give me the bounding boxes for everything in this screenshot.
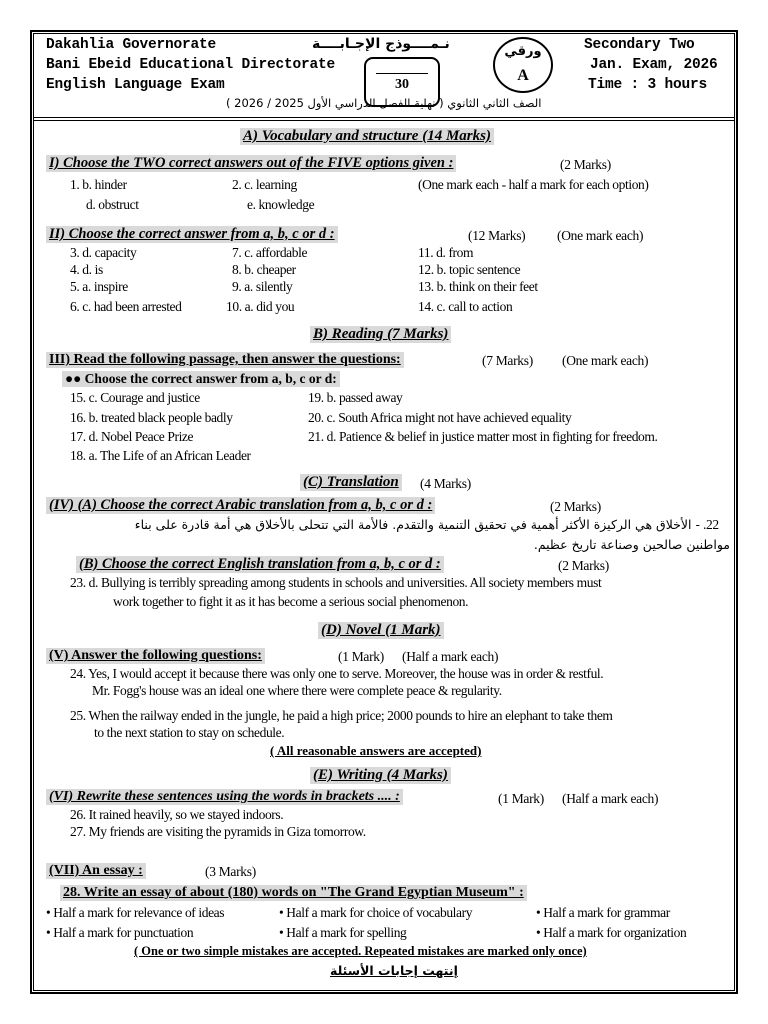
q3-col2-1: 19. b. passed away: [308, 390, 403, 405]
q3-note: (One mark each): [562, 353, 649, 368]
q3-col2-3: 21. d. Patience & belief in justice matter most in fighting for freedom.: [308, 429, 658, 444]
arabic-subtitle: الصف الثاني الثانوي ( نهاية الفصل الدراسي الأول 2025 / 2026 ): [226, 96, 542, 110]
criteria-6: • Half a mark for organization: [536, 925, 687, 940]
q2-col2-2: 8. b. cheaper: [232, 262, 296, 277]
mistakes-note: ( One or two simple mistakes are accepted. Repeated mistakes are marked only once): [134, 944, 587, 958]
q1-answer-1: 1. b. hinder: [70, 177, 127, 192]
header-right-1: Secondary Two: [584, 37, 695, 53]
q5-note: (Half a mark each): [402, 649, 499, 664]
q28-prompt: 28. Write an essay of about (180) words on "The Grand Egyptian Museum" :: [60, 885, 527, 901]
criteria-2: • Half a mark for choice of vocabulary: [279, 905, 473, 920]
q3-col1-4: 18. a. The Life of an African Leader: [70, 448, 251, 463]
score-value: 30: [395, 77, 409, 92]
end-of-answers: إنتهت إجابات الأسئلة: [330, 963, 458, 978]
q2-col1-3: 5. a. inspire: [70, 279, 128, 294]
criteria-5: • Half a mark for spelling: [279, 925, 407, 940]
q3-col1-1: 15. c. Courage and justice: [70, 390, 200, 405]
q2-col3-4: 14. c. call to action: [418, 299, 513, 314]
q26-answer: 26. It rained heavily, so we stayed indoors.: [70, 807, 284, 822]
paper-letter: A: [517, 67, 529, 84]
q22-number: .22: [703, 517, 719, 532]
q5-marks: (1 Mark): [338, 649, 384, 664]
header-divider-2: [33, 120, 735, 121]
q1-note: (One mark each - half a mark for each option): [418, 177, 649, 192]
q4b-marks: (2 Marks): [558, 558, 609, 573]
header-left-2: Bani Ebeid Educational Directorate: [46, 57, 336, 73]
q3-col1-2: 16. b. treated black people badly: [70, 410, 233, 425]
q2-col3-1: 11. d. from: [418, 245, 474, 260]
q6-note: (Half a mark each): [562, 791, 659, 806]
q1-marks: (2 Marks): [560, 157, 611, 172]
header-right-3: Time : 3 hours: [588, 77, 708, 93]
section-c-marks: (4 Marks): [420, 476, 471, 491]
q6-prompt: (VI) Rewrite these sentences using the words in brackets .... :: [46, 789, 403, 805]
paper-badge: [493, 37, 553, 93]
criteria-3: • Half a mark for grammar: [536, 905, 670, 920]
q27-answer: 27. My friends are visiting the pyramids in Giza tomorrow.: [70, 824, 366, 839]
section-c-title: (C) Translation: [300, 474, 402, 491]
header-right-2: Jan. Exam, 2026: [590, 57, 718, 73]
q3-prompt: III) Read the following passage, then answer the questions:: [46, 352, 404, 368]
q23-answer-line2: work together to fight it as it has become a serious social phenomenon.: [113, 594, 469, 609]
q2-col1-4: 6. c. had been arrested: [70, 299, 182, 314]
q1-answer-4: e. knowledge: [247, 197, 315, 212]
q2-col3-2: 12. b. topic sentence: [418, 262, 521, 277]
q22-answer-line2: مواطنين صالحين وصناعة تاريخ عظيم.: [533, 537, 730, 552]
section-b-title: B) Reading (7 Marks): [310, 326, 451, 343]
q2-col2-4: 10. a. did you: [226, 299, 295, 314]
arabic-title: نـمــــوذج الإجـابــــة: [312, 36, 450, 52]
q7-label: (VII) An essay :: [46, 863, 146, 879]
header-left-1: Dakahlia Governorate: [46, 37, 217, 53]
q24-answer-line2: Mr. Fogg's house was an ideal one where there were complete peace & regularity.: [92, 683, 502, 698]
section-e-title: (E) Writing (4 Marks): [310, 767, 451, 784]
q25-answer-line1: 25. When the railway ended in the jungle, he paid a high price; 2000 pounds to hire an elephant to take them: [70, 708, 613, 723]
q5-footnote: ( All reasonable answers are accepted): [270, 743, 482, 758]
header-divider: [33, 117, 735, 118]
q25-answer-line2: to the next station to stay on schedule.: [94, 725, 285, 740]
q3-col1-3: 17. d. Nobel Peace Prize: [70, 429, 194, 444]
criteria-1: • Half a mark for relevance of ideas: [46, 905, 225, 920]
q22-answer-line1: - الأخلاق هي الركيزة الأكثر أهمية في تحقيق التنمية والتقدم. فالأمة التي تتحلى بالأخلاق هي أمة قادرة على بناء: [134, 517, 700, 532]
q4a-marks: (2 Marks): [550, 499, 601, 514]
criteria-4: • Half a mark for punctuation: [46, 925, 194, 940]
q3-subprompt: ●● Choose the correct answer from a, b, c or d:: [62, 371, 340, 387]
q1-prompt: I) Choose the TWO correct answers out of the FIVE options given :: [46, 155, 456, 172]
section-a-title: A) Vocabulary and structure (14 Marks): [240, 128, 494, 145]
q6-marks: (1 Mark): [498, 791, 544, 806]
q1-answer-2: 2. c. learning: [232, 177, 297, 192]
section-d-title: (D) Novel (1 Mark): [318, 622, 444, 639]
q1-answer-3: d. obstruct: [86, 197, 139, 212]
header-left-3: English Language Exam: [46, 77, 225, 93]
q3-col2-2: 20. c. South Africa might not have achieved equality: [308, 410, 572, 425]
q3-marks: (7 Marks): [482, 353, 533, 368]
q7-marks: (3 Marks): [205, 864, 256, 879]
q5-prompt: (V) Answer the following questions:: [46, 648, 265, 664]
q2-col2-3: 9. a. silently: [232, 279, 293, 294]
q2-prompt: II) Choose the correct answer from a, b, c or d :: [46, 226, 338, 243]
q2-col1-2: 4. d. is: [70, 262, 103, 277]
paper-label: ورقي: [504, 44, 542, 59]
q2-col2-1: 7. c. affordable: [232, 245, 308, 260]
q2-col1-1: 3. d. capacity: [70, 245, 137, 260]
q23-answer-line1: 23. d. Bullying is terribly spreading among students in schools and universities. All society members must: [70, 575, 602, 590]
q4b-prompt: (B) Choose the correct English translation from a, b, c or d :: [76, 556, 444, 573]
q2-col3-3: 13. b. think on their feet: [418, 279, 538, 294]
q2-marks: (12 Marks): [468, 228, 526, 243]
q2-note: (One mark each): [557, 228, 644, 243]
q24-answer-line1: 24. Yes, I would accept it because there was only one to serve. Moreover, the house was in order & restful.: [70, 666, 604, 681]
q4a-prompt: (IV) (A) Choose the correct Arabic translation from a, b, c or d :: [46, 497, 435, 514]
